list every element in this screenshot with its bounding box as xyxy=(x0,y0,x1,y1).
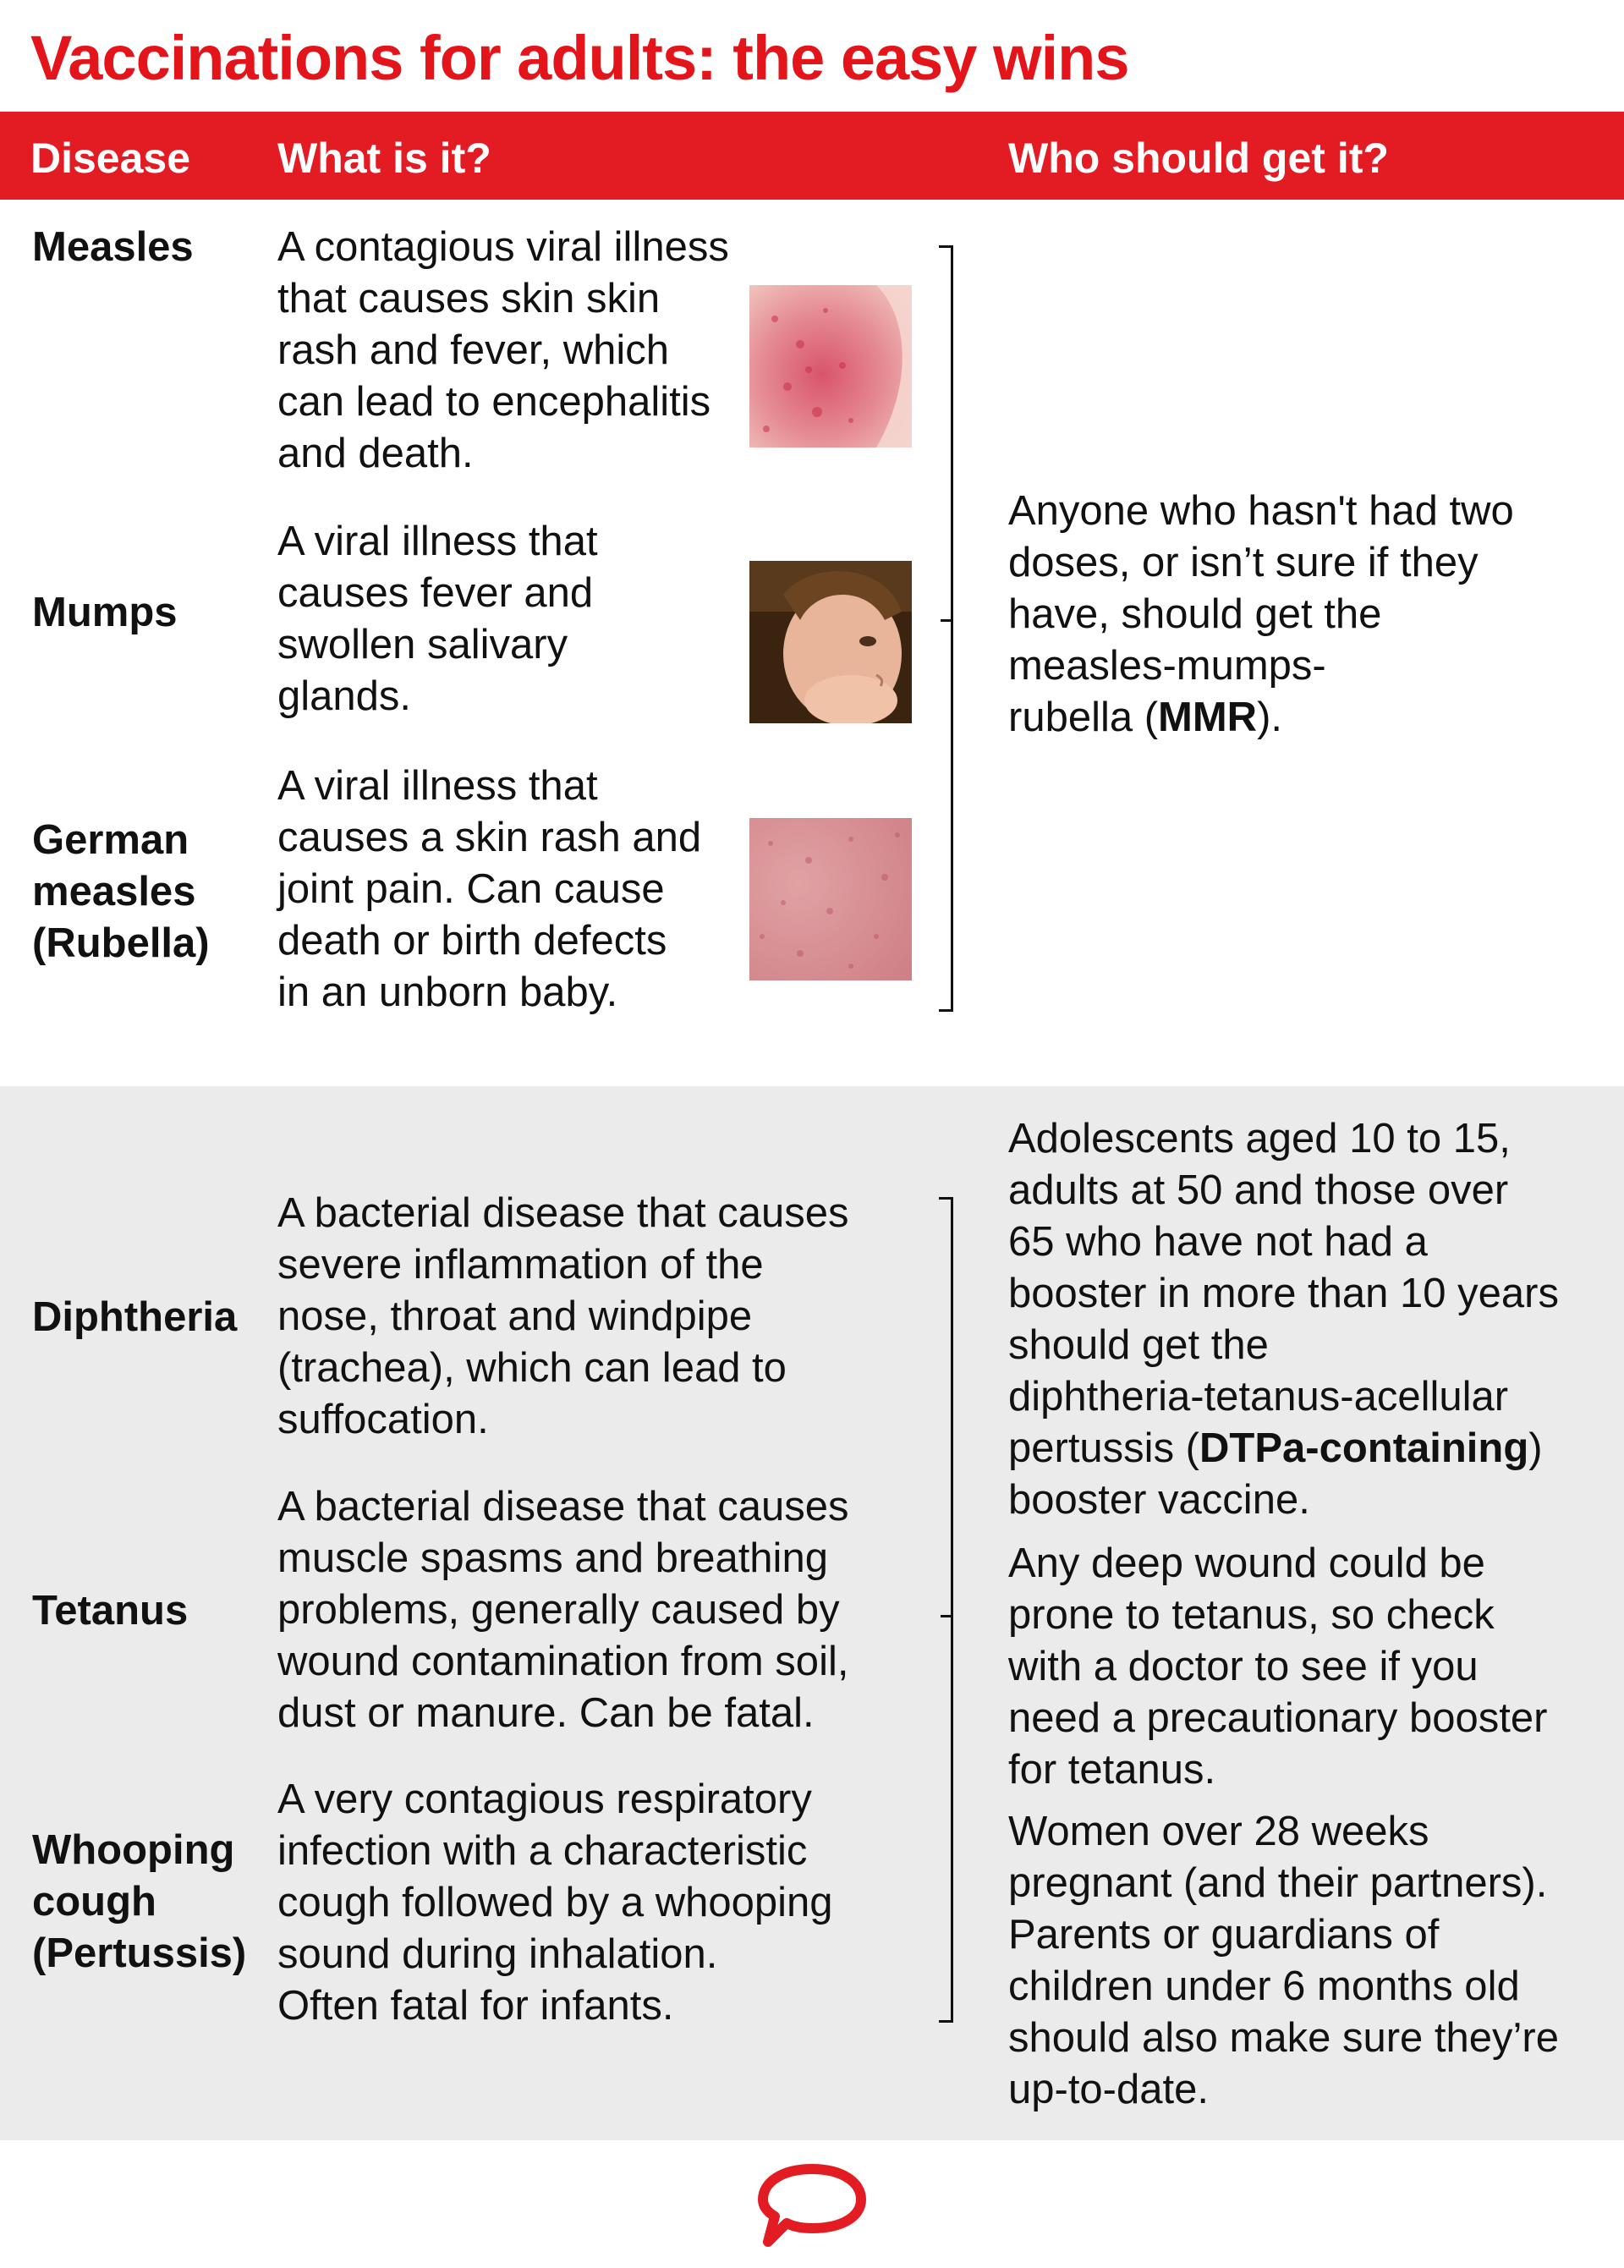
disease-pertussis: Whooping cough (Pertussis) xyxy=(32,1827,247,1976)
header-what-is-it: What is it? xyxy=(277,135,491,182)
description-measles: A contagious viral illness that causes skin skin rash and fever, which can lead to encephalitis and death. xyxy=(277,224,729,476)
who-dtpa xyxy=(1008,1113,1559,1526)
who-dtpa-text: Adolescents aged 10 to 15, adults at 50 and those over 65 who have not had a booster in more than 10 years should get the diphtheria-tetanus-acellular pertussis ( xyxy=(1008,1116,1559,1471)
who-mmr-vaccine: MMR xyxy=(1158,695,1258,740)
measles-rash-photo xyxy=(749,285,912,448)
bracket-mmr-tick xyxy=(941,619,951,622)
disease-tetanus: Tetanus xyxy=(32,1588,189,1634)
table-header xyxy=(0,112,1624,200)
disease-rubella: German measles (Rubella) xyxy=(32,817,210,966)
bracket-dtpa-tick xyxy=(941,1615,951,1617)
rubella-rash-photo xyxy=(749,818,912,980)
who-dtpa-vaccine: DTPa-containing xyxy=(1199,1425,1529,1471)
speech-bubble-logo-icon xyxy=(758,2162,866,2247)
description-pertussis: A very contagious respiratory infection with a characteristic cough followed by a whooping sound during inhalation. Often fatal for infants. xyxy=(277,1777,833,2029)
bracket-mmr xyxy=(939,245,953,1012)
who-tetanus: Any deep wound could be prone to tetanus, so check with a doctor to see if you need a precautionary booster for tetanus. xyxy=(1008,1540,1548,1793)
bracket-dtpa xyxy=(939,1197,953,2023)
description-diphtheria: A bacterial disease that causes severe inflammation of the nose, throat and windpipe (trachea), which can lead to suffocation. xyxy=(277,1190,849,1442)
page-title: Vaccinations for adults: the easy wins xyxy=(30,23,1129,93)
description-mumps: A viral illness that causes fever and swollen salivary glands. xyxy=(277,519,598,719)
mumps-child-photo xyxy=(749,561,912,723)
who-dtpa-text-end: ) booster vaccine. xyxy=(1008,1425,1543,1523)
header-who-should-get-it: Who should get it? xyxy=(1008,135,1389,182)
who-mmr-text-end: ). xyxy=(1257,695,1282,740)
disease-mumps: Mumps xyxy=(32,590,178,635)
header-disease: Disease xyxy=(30,135,191,182)
disease-diphtheria: Diphtheria xyxy=(32,1294,238,1340)
who-mmr-text: Anyone who hasn't had two doses, or isn’t sure if they have, should get the measles-mumps- rubella ( xyxy=(1008,488,1514,740)
who-mmr xyxy=(1008,486,1514,744)
description-rubella: A viral illness that causes a skin rash and joint pain. Can cause death or birth defects in an unborn baby. xyxy=(277,763,702,1015)
description-tetanus: A bacterial disease that causes muscle spasms and breathing problems, generally caused by wound contamination from soil, dust or manure. Can be fatal. xyxy=(277,1484,849,1736)
who-pertussis: Women over 28 weeks pregnant (and their partners). Parents or guardians of children under 6 months old should also make sure they’re up-to-date. xyxy=(1008,1809,1559,2112)
disease-measles: Measles xyxy=(32,224,194,270)
